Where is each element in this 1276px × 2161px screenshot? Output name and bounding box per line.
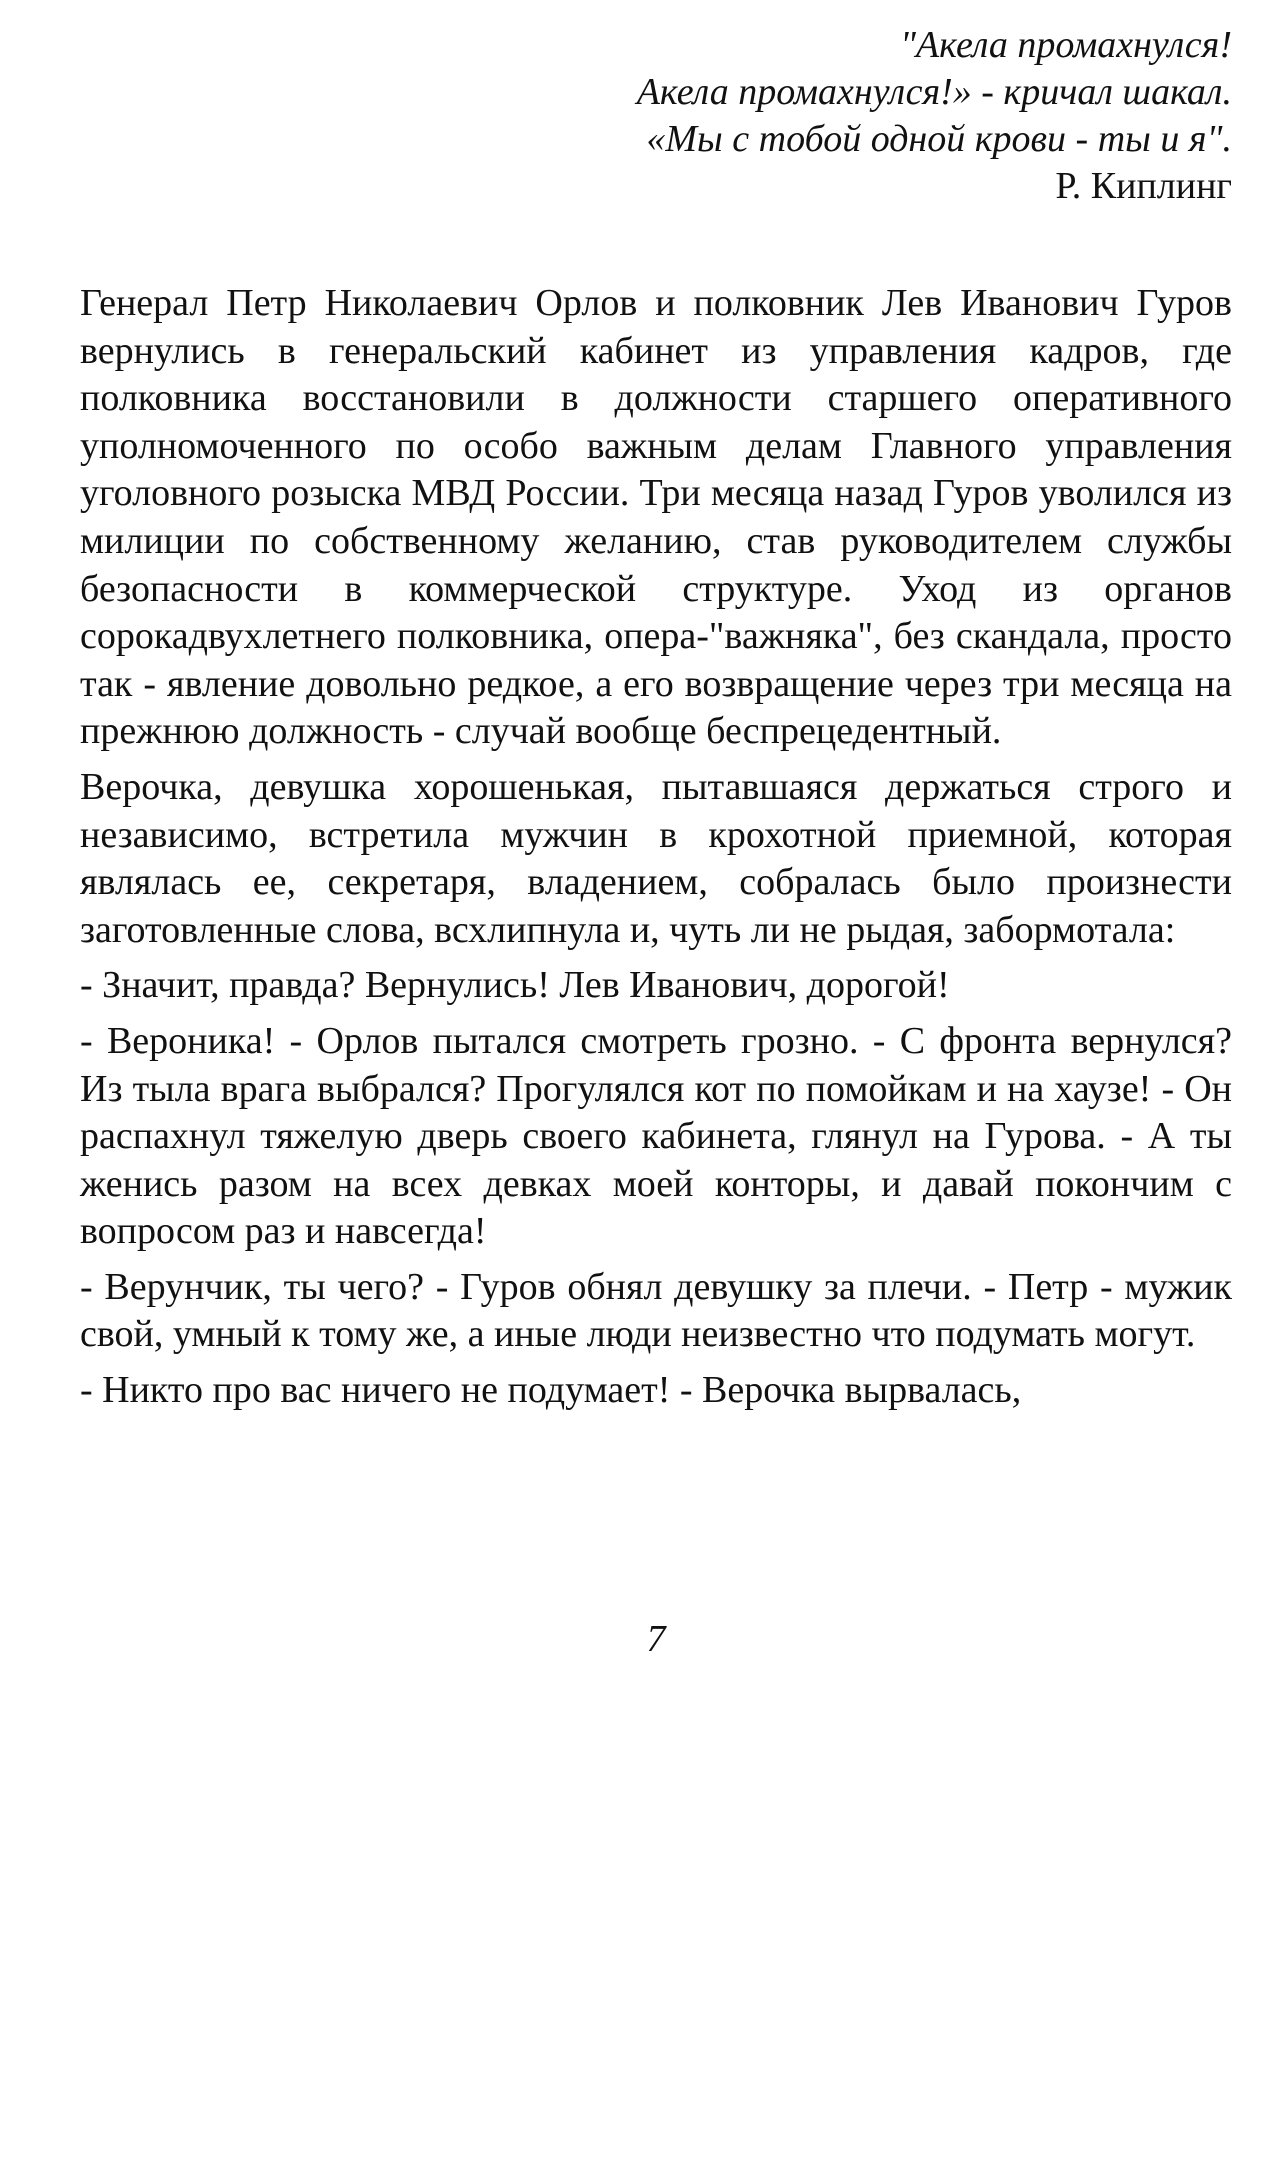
book-page (80, 22, 1232, 1660)
epigraph-author: Р. Киплинг (1055, 165, 1232, 207)
epigraph-line: "Акела промахнулся! (899, 24, 1232, 66)
paragraph: Верочка, девушка хорошенькая, пытавшаяся держаться строго и независимо, встретила мужчин в крохотной приемной, которая являлась ее, секретаря, владением, собралась было произнести заготовленные слова, всхлипнула и, чуть ли не рыдая, забормотала: (80, 765, 1232, 951)
epigraph (80, 22, 1232, 210)
paragraph: - Значит, правда? Вернулись! Лев Иванович, дорогой! (80, 964, 950, 1007)
body-text (80, 280, 1232, 1415)
epigraph-line: «Мы с тобой одной крови - ты и я". (646, 118, 1232, 160)
paragraph: - Никто про вас ничего не подумает! - Верочка вырвалась, (80, 1369, 1022, 1412)
paragraph: Генерал Петр Николаевич Орлов и полковник Лев Иванович Гуров вернулись в генеральский кабинет из управления кадров, где полковника восстановили в должности старшего оперативного уполномоченного по особо важным делам Главного управления уголовного розыска МВД России. Три месяца назад Гуров уволился из милиции по собственному желанию, став руководителем службы безопасности в коммерческой структуре. Уход из органов сорокадвухлетнего полковника, опера-"важняка", без скандала, просто так - явление довольно редкое, а его возвращение через три месяца на прежнюю должность - случай вообще беспрецедентный. (80, 282, 1232, 753)
epigraph-line: Акела промахнулся!» - кричал шакал. (636, 71, 1232, 113)
paragraph: - Верунчик, ты чего? - Гуров обнял девушку за плечи. - Петр - мужик свой, умный к тому же, а иные люди неизвестно что подумать могут. (80, 1265, 1232, 1356)
paragraph: - Вероника! - Орлов пытался смотреть грозно. - С фронта вернулся? Из тыла врага выбрался? Прогулялся кот по помойкам и на хаузе! - Он распахнул тяжелую дверь своего кабинета, глянул на Гурова. - А ты женись разом на всех девках моей конторы, и давай покончим с вопросом раз и навсегда! (80, 1019, 1232, 1253)
page-number: 7 (646, 1618, 666, 1660)
